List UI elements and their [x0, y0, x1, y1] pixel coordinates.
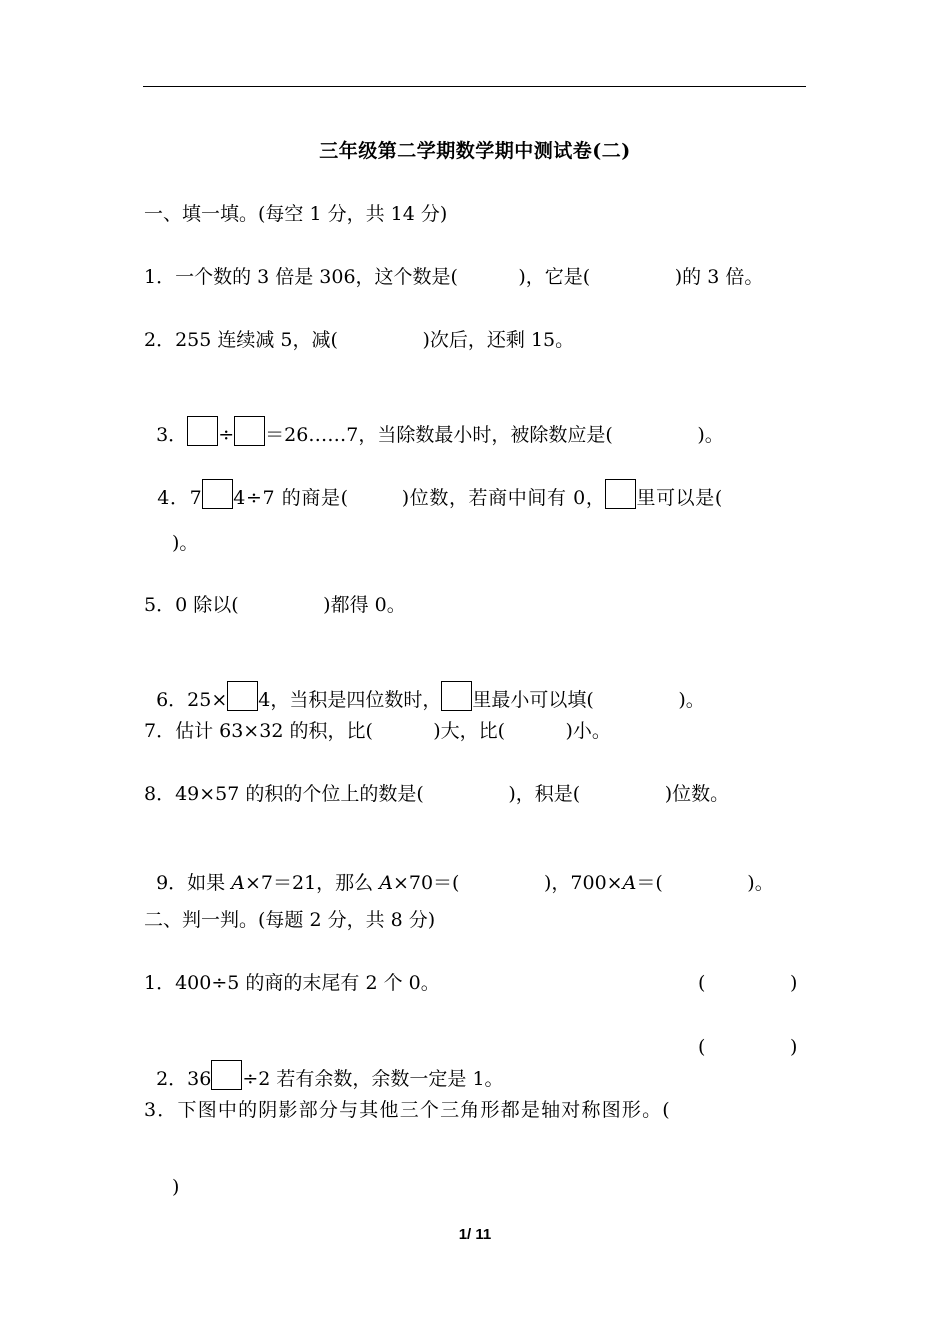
question-text: ×7＝21，那么 [244, 872, 380, 894]
question-1-3 [144, 390, 724, 448]
question-text: 2．36 [156, 1068, 212, 1090]
page-title: 三年级第二学期数学期中测试卷(二) [319, 140, 631, 162]
question-text: 6．25× [156, 689, 228, 711]
section1-heading: 一、填一填。(每空 1 分，共 14 分) [144, 203, 448, 225]
question-text: 4÷7 的商是( )位数，若商中间有 0， [233, 487, 606, 509]
page-number: 1/ 11 [458, 1226, 492, 1243]
answer-box[interactable] [202, 479, 233, 509]
question-text: 里可以是( [636, 487, 723, 509]
question-text: 4．7 [157, 487, 203, 509]
question-1-1: 1．一个数的 3 倍是 306，这个数是( )，它是( )的 3 倍。 [144, 266, 764, 288]
variable-a: A [231, 872, 245, 894]
judge-answer-paren[interactable]: ( ) [698, 972, 798, 994]
divide-sign: ÷ [218, 424, 235, 446]
answer-box[interactable] [211, 1060, 242, 1090]
question-text: ×70＝( )，700× [392, 872, 623, 894]
question-text: ＝( )。 [636, 872, 774, 894]
question-1-6 [144, 655, 705, 713]
variable-a: A [379, 872, 393, 894]
answer-box[interactable] [187, 416, 218, 446]
question-1-8: 8．49×57 的积的个位上的数是( )，积是( )位数。 [144, 783, 730, 805]
question-1-9 [144, 844, 774, 896]
header-rule [143, 86, 806, 87]
question-2-3: 3．下图中的阴影部分与其他三个三角形都是轴对称图形。( [144, 1099, 671, 1121]
question-1-5: 5．0 除以( )都得 0。 [144, 594, 406, 616]
question-1-4-continued: )。 [172, 532, 199, 554]
question-text: 里最小可以填( )。 [472, 689, 705, 711]
answer-box[interactable] [234, 416, 265, 446]
question-1-2: 2．255 连续减 5，减( )次后，还剩 15。 [144, 329, 575, 351]
question-text: 4，当积是四位数时， [258, 689, 442, 711]
variable-a: A [622, 872, 637, 894]
judge-answer-paren[interactable]: ( ) [698, 1036, 798, 1058]
section2-heading: 二、判一判。(每题 2 分，共 8 分) [144, 909, 436, 931]
answer-box[interactable] [441, 681, 472, 711]
question-1-4 [144, 453, 723, 511]
question-number: 3． [156, 424, 188, 446]
question-text: 9．如果 [156, 872, 232, 894]
question-1-7: 7．估计 63×32 的积，比( )大，比( )小。 [144, 720, 611, 742]
question-text: ÷2 若有余数，余数一定是 1。 [242, 1068, 504, 1090]
question-text: ＝26……7，当除数最小时，被除数应是( )。 [265, 424, 724, 446]
question-2-3-continued: ) [172, 1176, 180, 1198]
question-2-2 [144, 1034, 504, 1092]
answer-box[interactable] [605, 479, 636, 509]
answer-box[interactable] [227, 681, 258, 711]
question-2-1: 1．400÷5 的商的末尾有 2 个 0。 [144, 972, 440, 994]
